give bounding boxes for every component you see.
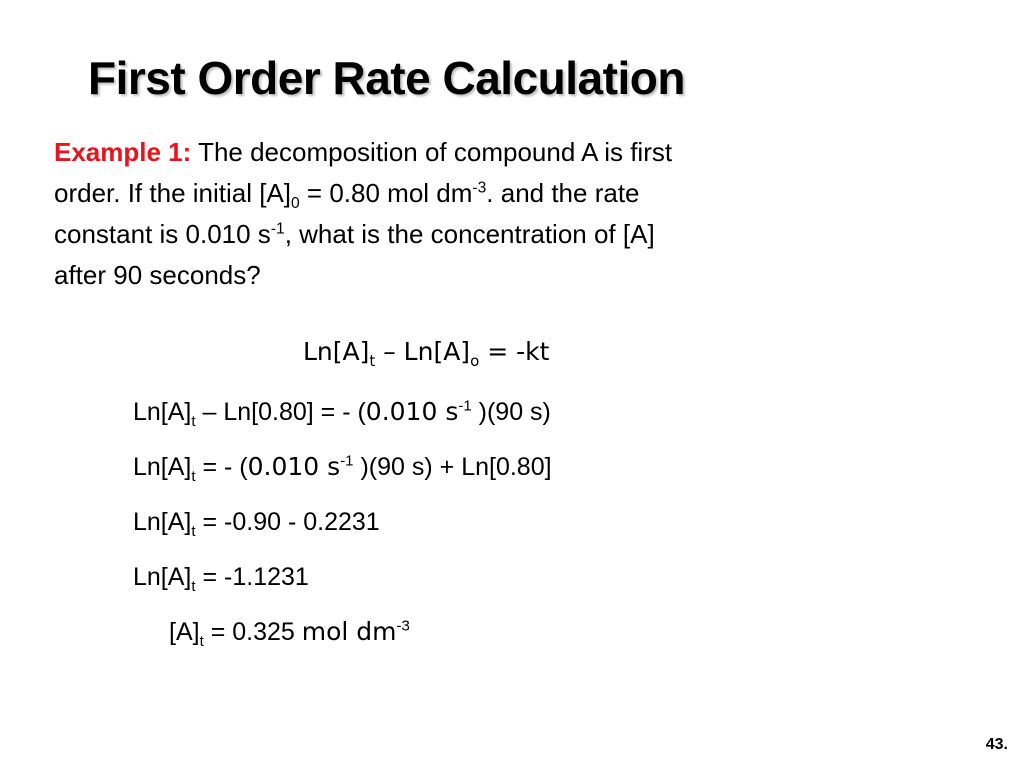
problem-line-2-part-b: = 0.80 mol dm	[299, 178, 473, 208]
page-number: 43.	[985, 736, 1008, 753]
step-2-superscript: -1	[340, 452, 354, 470]
problem-line-2	[54, 173, 894, 214]
rate-constant-unit-superscript: -1	[270, 220, 285, 238]
integrated-rate-law	[303, 334, 549, 370]
step-5-value: = 0.325	[203, 618, 302, 646]
step-2-rate-constant: 0.010 s	[247, 452, 341, 481]
step-1-subscript: t	[191, 413, 196, 430]
eq-lhs-term-1: Ln[A]	[303, 337, 370, 366]
step-1-time: )(90 s)	[471, 398, 551, 426]
eq-minus-term: – Ln[A]	[375, 337, 471, 366]
problem-line-2-part-c: . and the rate	[486, 178, 640, 208]
step-5-lhs: [A]	[169, 618, 200, 646]
step-1-rate-constant: 0.010 s	[365, 397, 459, 426]
solution-step-3	[133, 502, 552, 557]
solution-step-4	[133, 557, 552, 612]
step-2-rhs-tail: )(90 s) + Ln[0.80]	[353, 453, 552, 481]
slide-title: First Order Rate Calculation	[88, 52, 685, 104]
step-1-middle: – Ln[0.80] = - (	[195, 398, 366, 426]
eq-subscript-t: t	[369, 352, 376, 370]
problem-line-1	[54, 132, 894, 173]
step-4-lhs: Ln[A]	[133, 563, 192, 591]
initial-concentration-subscript: 0	[291, 195, 300, 213]
step-1-lhs: Ln[A]	[133, 398, 192, 426]
step-3-rhs: = -0.90 - 0.2231	[195, 508, 380, 536]
solution-steps	[133, 392, 552, 667]
problem-line-3-part-b: , what is the concentration of [A]	[284, 219, 655, 249]
step-5-unit: mol dm	[301, 617, 397, 646]
solution-step-1	[133, 392, 552, 447]
solution-step-2	[133, 447, 552, 502]
step-4-rhs: = -1.1231	[195, 563, 309, 591]
problem-line-3-part-a: constant is 0.010 s	[54, 219, 271, 249]
problem-line-1-text: The decomposition of compound A is first	[198, 137, 673, 167]
eq-subscript-o: o	[470, 352, 480, 370]
step-3-lhs: Ln[A]	[133, 508, 192, 536]
step-5-subscript: t	[199, 633, 204, 650]
eq-rhs: = -kt	[479, 337, 550, 366]
step-5-superscript: -3	[396, 617, 410, 635]
step-1-superscript: -1	[458, 397, 472, 415]
problem-line-4: after 90 seconds?	[54, 260, 261, 290]
step-2-subscript: t	[191, 468, 196, 485]
step-4-subscript: t	[191, 578, 196, 595]
solution-step-5	[133, 612, 552, 667]
problem-statement	[54, 132, 894, 296]
step-2-middle: = - (	[195, 453, 248, 481]
problem-line-3	[54, 214, 894, 255]
problem-line-2-part-a: order. If the initial [A]	[54, 178, 292, 208]
example-label: Example 1:	[54, 137, 192, 167]
concentration-unit-superscript: -3	[472, 179, 487, 197]
step-2-lhs: Ln[A]	[133, 453, 192, 481]
step-3-subscript: t	[191, 523, 196, 540]
